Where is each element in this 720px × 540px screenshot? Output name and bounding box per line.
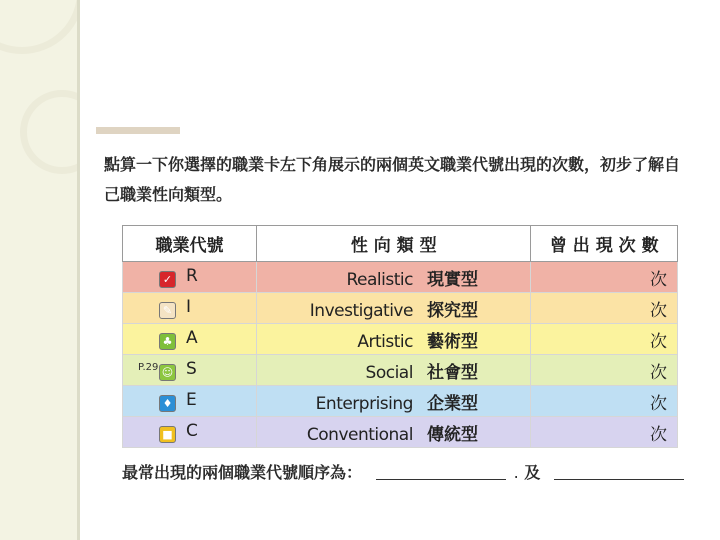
- decorative-ring: [0, 0, 80, 54]
- type-cell: [256, 262, 531, 293]
- leaf-icon: ♣: [159, 333, 176, 350]
- type-english: Artistic: [357, 331, 413, 352]
- page-reference: P.29: [138, 362, 159, 373]
- footer-label: 最常出現的兩個職業代號順序為：: [122, 463, 363, 482]
- sidebar-edge: [77, 0, 80, 540]
- count-cell[interactable]: 次: [531, 355, 678, 386]
- table-row: [123, 417, 678, 448]
- code-letter: A: [186, 328, 198, 348]
- instruction-text: 點算一下你選擇的職業卡左下角展示的兩個英文職業代號出現的次數，初步了解自己職業性向類型。: [104, 155, 681, 204]
- type-chinese: 探究型: [426, 300, 478, 321]
- table-header-row: [123, 226, 678, 262]
- footer-and: 及: [524, 463, 541, 482]
- code-letter: E: [186, 390, 197, 410]
- type-cell: [256, 355, 531, 386]
- type-english: Conventional: [306, 424, 413, 445]
- table-row: [123, 355, 678, 386]
- code-letter: I: [186, 297, 192, 317]
- decorative-ring: [20, 90, 80, 174]
- table-row: [123, 262, 678, 293]
- count-cell[interactable]: 次: [531, 386, 678, 417]
- count-cell[interactable]: 次: [531, 262, 678, 293]
- header-count: 曾 出 現 次 數: [531, 226, 678, 262]
- type-cell: [256, 293, 531, 324]
- table-row: [123, 324, 678, 355]
- count-cell[interactable]: 次: [531, 293, 678, 324]
- type-chinese: 企業型: [426, 393, 478, 414]
- people-icon: ☺: [159, 364, 176, 381]
- person-icon: ♦: [159, 395, 176, 412]
- code-cell: [123, 262, 257, 293]
- check-mark-icon: ✓: [159, 271, 176, 288]
- code-cell: [123, 293, 257, 324]
- count-cell[interactable]: 次: [531, 324, 678, 355]
- table-row: [123, 293, 678, 324]
- type-chinese: 現實型: [426, 269, 478, 290]
- count-cell[interactable]: 次: [531, 417, 678, 448]
- type-chinese: 藝術型: [426, 331, 478, 352]
- first-code-blank[interactable]: [376, 465, 506, 480]
- type-cell: [256, 386, 531, 417]
- type-english: Investigative: [309, 300, 413, 321]
- type-english: Social: [365, 362, 413, 383]
- code-letter: C: [186, 421, 198, 441]
- footer-dot: .: [513, 463, 519, 482]
- code-cell: [123, 386, 257, 417]
- career-code-table: [122, 225, 678, 448]
- footer-prompt: [122, 460, 692, 483]
- header-code: 職業代號: [123, 226, 257, 262]
- code-letter: S: [186, 359, 197, 379]
- type-english: Realistic: [346, 269, 413, 290]
- code-letter: R: [186, 266, 198, 286]
- notepad-icon: ✎: [159, 302, 176, 319]
- decorative-sidebar: [0, 0, 80, 540]
- type-cell: [256, 417, 531, 448]
- type-cell: [256, 324, 531, 355]
- code-cell: [123, 324, 257, 355]
- type-english: Enterprising: [315, 393, 413, 414]
- type-chinese: 社會型: [426, 362, 478, 383]
- code-cell: [123, 417, 257, 448]
- building-icon: ■: [159, 426, 176, 443]
- header-type: 性 向 類 型: [256, 226, 531, 262]
- type-chinese: 傳統型: [426, 424, 478, 445]
- second-code-blank[interactable]: [554, 465, 684, 480]
- table-row: [123, 386, 678, 417]
